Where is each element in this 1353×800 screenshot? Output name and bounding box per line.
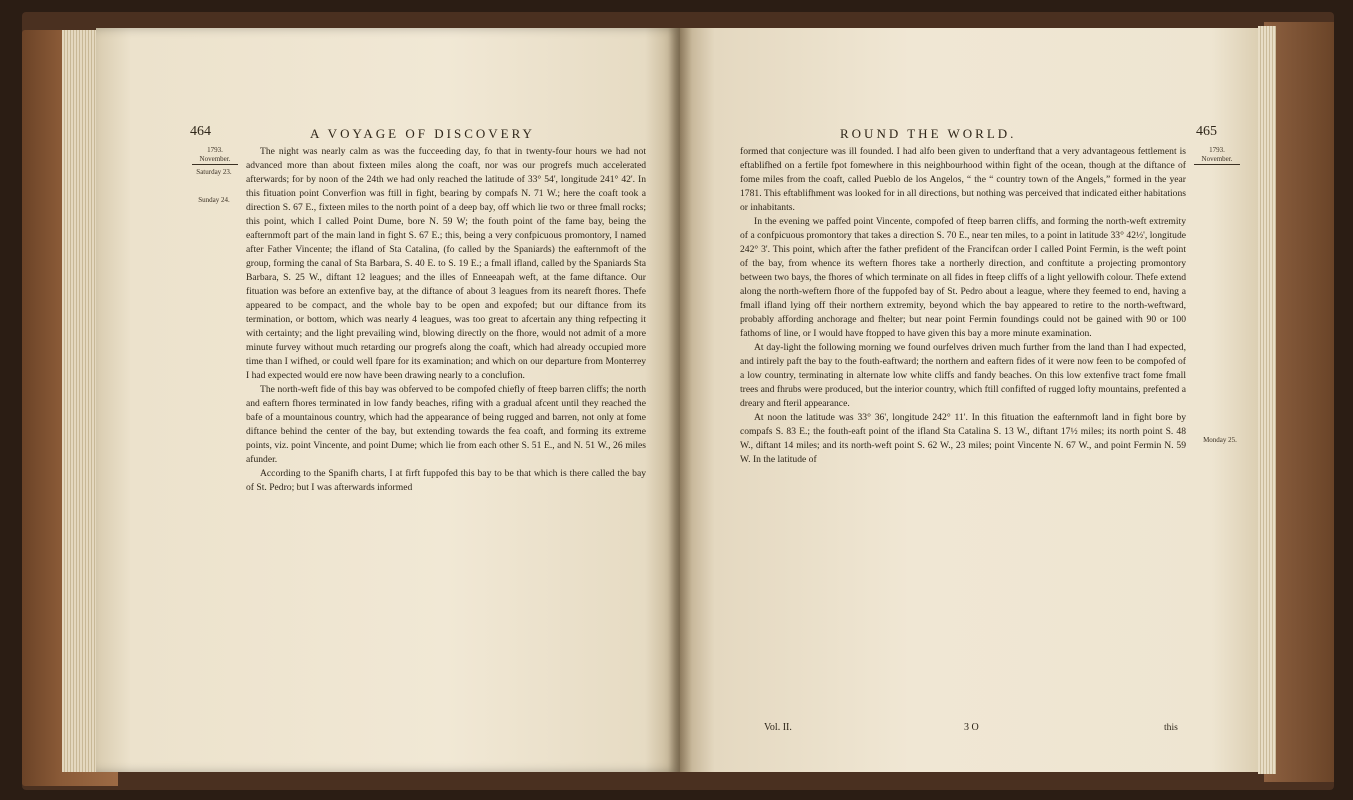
right-paragraph-3: At day-light the following morning we found ourfelves driven much further from the land than I had expected, and intirely paft the bay to the fouth-eaftward; the northern and eaftern fides of it were now feen to be compofed of a low country, terminating in alternate low white cliffs and fandy beaches. On this low extenfive tract fome fmall trees and fhrubs were produced, but the interior country, which ftill confifted of rugged lofty mountains, prefented a dreary and fteril appearance.: [740, 342, 1186, 409]
left-margin-sunday: Sunday 24.: [198, 196, 230, 204]
right-margin-date: [1194, 146, 1240, 165]
left-page-edges: [62, 30, 96, 772]
right-margin-monday: Monday 25.: [1203, 436, 1237, 444]
right-body-text: [740, 145, 1186, 467]
left-page-number: 464: [190, 124, 211, 139]
left-margin-date: [192, 146, 238, 165]
signature-mark: 3 O: [964, 722, 979, 733]
right-margin-year: 1793.: [1209, 146, 1225, 154]
right-page: [680, 28, 1258, 772]
left-margin-month: November.: [192, 155, 238, 165]
right-running-head: ROUND THE WORLD.: [840, 126, 1017, 141]
left-running-head: A VOYAGE OF DISCOVERY: [310, 126, 535, 141]
left-paragraph-2: The north-weft fide of this bay was obferved to be compofed chiefly of fteep barren cliffs; the north and eaftern fhores terminated in low fandy beaches, rifing with a gradual afcent until they reached the bafe of a mountainous country, which had the appearance of being rugged and barren, not only at fome diftance behind the center of the bay, but extending towards the fea coaft, and forming its extreme points, viz. point Vincente, and point Dume; which lie from each other S. 51 E., and N. 51 W., 26 miles afunder.: [246, 384, 646, 465]
right-page-number: 465: [1196, 124, 1217, 139]
left-page: [96, 28, 680, 772]
book-gutter: [668, 28, 692, 772]
right-paragraph-4: At noon the latitude was 33° 36', longitude 242° 11'. In this fituation the eafternmoft land in fight bore by compafs S. 83 E.; the fouth-eaft point of the ifland Sta Catalina S. 13 W., diftant 17½ miles; its north point S. 48 W., diftant 14 miles; and its north-weft point S. 62 W., 23 miles; point Vincente N. 67 W., and point Fermin N. 59 W. In the latitude of: [740, 412, 1186, 465]
right-paragraph-2: In the evening we paffed point Vincente, compofed of fteep barren cliffs, and forming the north-weft extremity of a confpicuous promontory that takes a direction S. 70 E., near ten miles, to a point in latitude 33° 42½', longitude 242° 3'. This point, which after the father prefident of the Francifcan order I called Point Fermin, is the weft point of the bay, from whence its weftern fhores take a northerly direction, and conftitute a projecting promontory between two bays, the fhores of which terminate on all fides in fteep cliffs of a light yellowifh colour. Thefe extend along the north-weftern fhore of the fuppofed bay of St. Pedro about a league, where they feemed to end, having a fmall ifland lying off their northern extremity, beyond which the bay appeared to retire to the north-weftward, probably affording anchorage and fhelter; but near point Fermin foundings could not be gained with 90 or 100 fathoms of line, or I would have ftopped to have given this bay a more minute examination.: [740, 216, 1186, 339]
left-paragraph-3: According to the Spanifh charts, I at firft fuppofed this bay to be that which is there called the bay of St. Pedro; but I was afterwards informed: [246, 468, 646, 493]
volume-signature: Vol. II.: [764, 722, 792, 733]
right-margin-month: November.: [1194, 155, 1240, 165]
left-margin-year: 1793.: [207, 146, 223, 154]
left-paragraph-1: The night was nearly calm as was the fucceeding day, fo that in twenty-four hours we had not advanced more than about fixteen miles along the coaft, nor was our progrefs much accelerated afterwards; for by noon of the 24th we had only reached the latitude of 33° 54', longitude 241° 42'. In this fituation point Converfion was ftill in fight, bearing by compafs N. 71 W.; here the coaft took a direction S. 67 E., fixteen miles to the north point of a deep bay, off which lie two or three fmall rocks; this point, which I called Point Dume, bore N. 59 W; the fouth point of the fame bay, being the eafternmoft part of the main land in fight S. 67 E.; this, being a very confpicuous promontory, I named after Father Vincente; the ifland of Sta Catalina, (fo called by the Spaniards) the eafternmoft of the group, forming the canal of Sta Barbara, S. 40 E. to S. 19 E.; a fmall ifland, called by the Spaniards Sta Barbara, S. 25 W., diftant 12 leagues; and the illes of Enneeapah weft, at the fame diftance. Our fituation was before an extenfive bay, at the diftance of about 3 leagues from its neareft fhores. Thefe appeared to be compact, and the whole bay to be open and expofed; but our diftance from its termination, or bottom, which was nearly 4 leagues, was too great to afcertain any thing refpecting it with certainty; and the light prevailing wind, blowing directly on the fhore, would not admit of a more minute furvey without much retarding our progrefs along the coaft, which had already occupied more time than I wifhed, or could well fpare for its examination; and which on our departure from Monterrey I had expected would ere now have been drawing nearly to a conclufion.: [246, 146, 646, 381]
right-paragraph-1: formed that conjecture was ill founded. I had alfo been given to underftand that a very advantageous fettlement is eftablifhed on a fertile fpot fomewhere in this neighbourhood within fight of the ocean, though at the diftance of fome miles from the coaft, called Pueblo de los Angelos, “ the “ country town of the Angels,” formed in the year 1781. This eftablifhment was looked for in all directions, but nothing was perceived that indicated either habitations or inhabitants.: [740, 146, 1186, 213]
catchword: this: [1164, 722, 1178, 733]
left-body-text: [246, 145, 646, 495]
right-page-edges: [1258, 26, 1276, 774]
left-margin-saturday: Saturday 23.: [196, 168, 232, 176]
